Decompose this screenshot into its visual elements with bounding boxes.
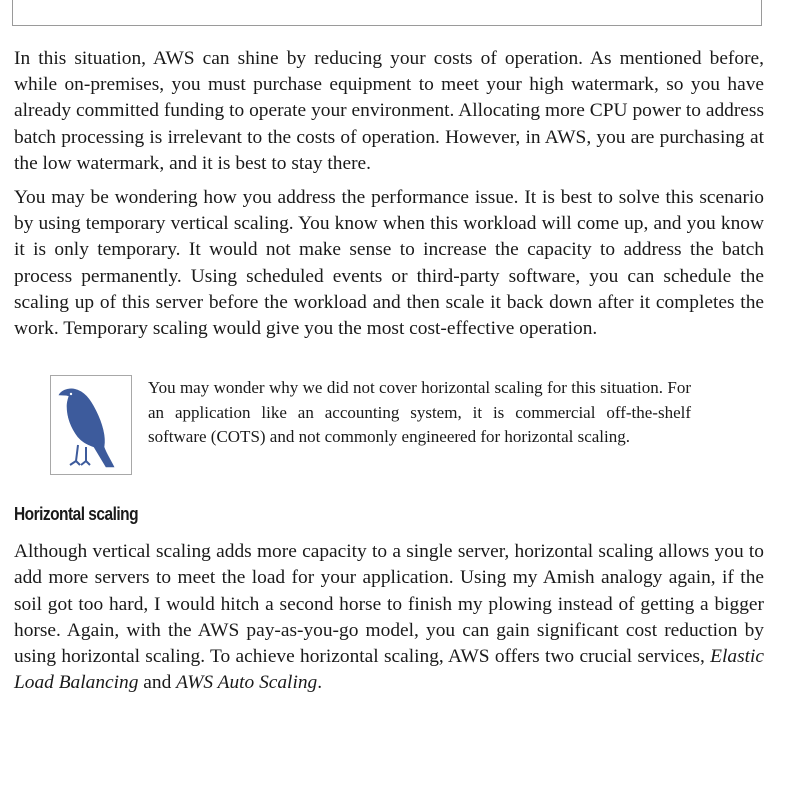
paragraph-cost-of-operation: In this situation, AWS can shine by reducing your costs of operation. As mentioned before, while on-premises, you must purchase equipment to meet your high watermark, so you have already committed funding to operate your environment. Allocating more CPU power to address batch processing is irrelevant to the costs of operation. However, in AWS, you are purchasing at the low watermark, and it is best to stay there.: [14, 48, 764, 174]
note-text: You may wonder why we did not cover horizontal scaling for this situation. For an application like an accounting system, it is commercial off-the-shelf software (COTS) and not commonly engineered for horizontal scaling.: [148, 378, 691, 447]
paragraph-text-end: .: [317, 672, 323, 694]
section-heading: Horizontal scaling: [14, 504, 139, 525]
paragraph-text-start: Although vertical scaling adds more capacity to a single server, horizontal scaling allows you to add more servers to meet the load for your application. Using my Amish analogy again, if the soil got too hard, I would hitch a second horse to finish my plowing instead of getting a bigger horse. Again, with the AWS pay-as-you-go model, you can gain significant cost reduction by using horizontal scaling. To achieve horizontal scaling, AWS offers two crucial services,: [14, 541, 764, 668]
service-elastic-load-balancing: Elastic Load Balancing: [14, 646, 764, 694]
paragraph-horizontal-scaling: [14, 539, 764, 696]
bird-icon: [50, 375, 132, 475]
paragraph-connector: and: [138, 672, 177, 694]
note-callout: [14, 376, 764, 478]
service-aws-auto-scaling: AWS Auto Scaling: [176, 672, 318, 694]
paragraph-temporary-vertical-scaling: You may be wondering how you address the performance issue. It is best to solve this scenario by using temporary vertical scaling. You know when this workload will come up, and you know it is only temporary. It would not make sense to increase the capacity to address the batch process permanently. Using scheduled events or third-party software, you can schedule the scaling up of this server before the workload and then scale it back down after it completes the work. Temporary scaling would give you the most cost-effective operation.: [14, 187, 764, 340]
book-page: [14, 46, 764, 696]
previous-content-box: [12, 0, 762, 26]
